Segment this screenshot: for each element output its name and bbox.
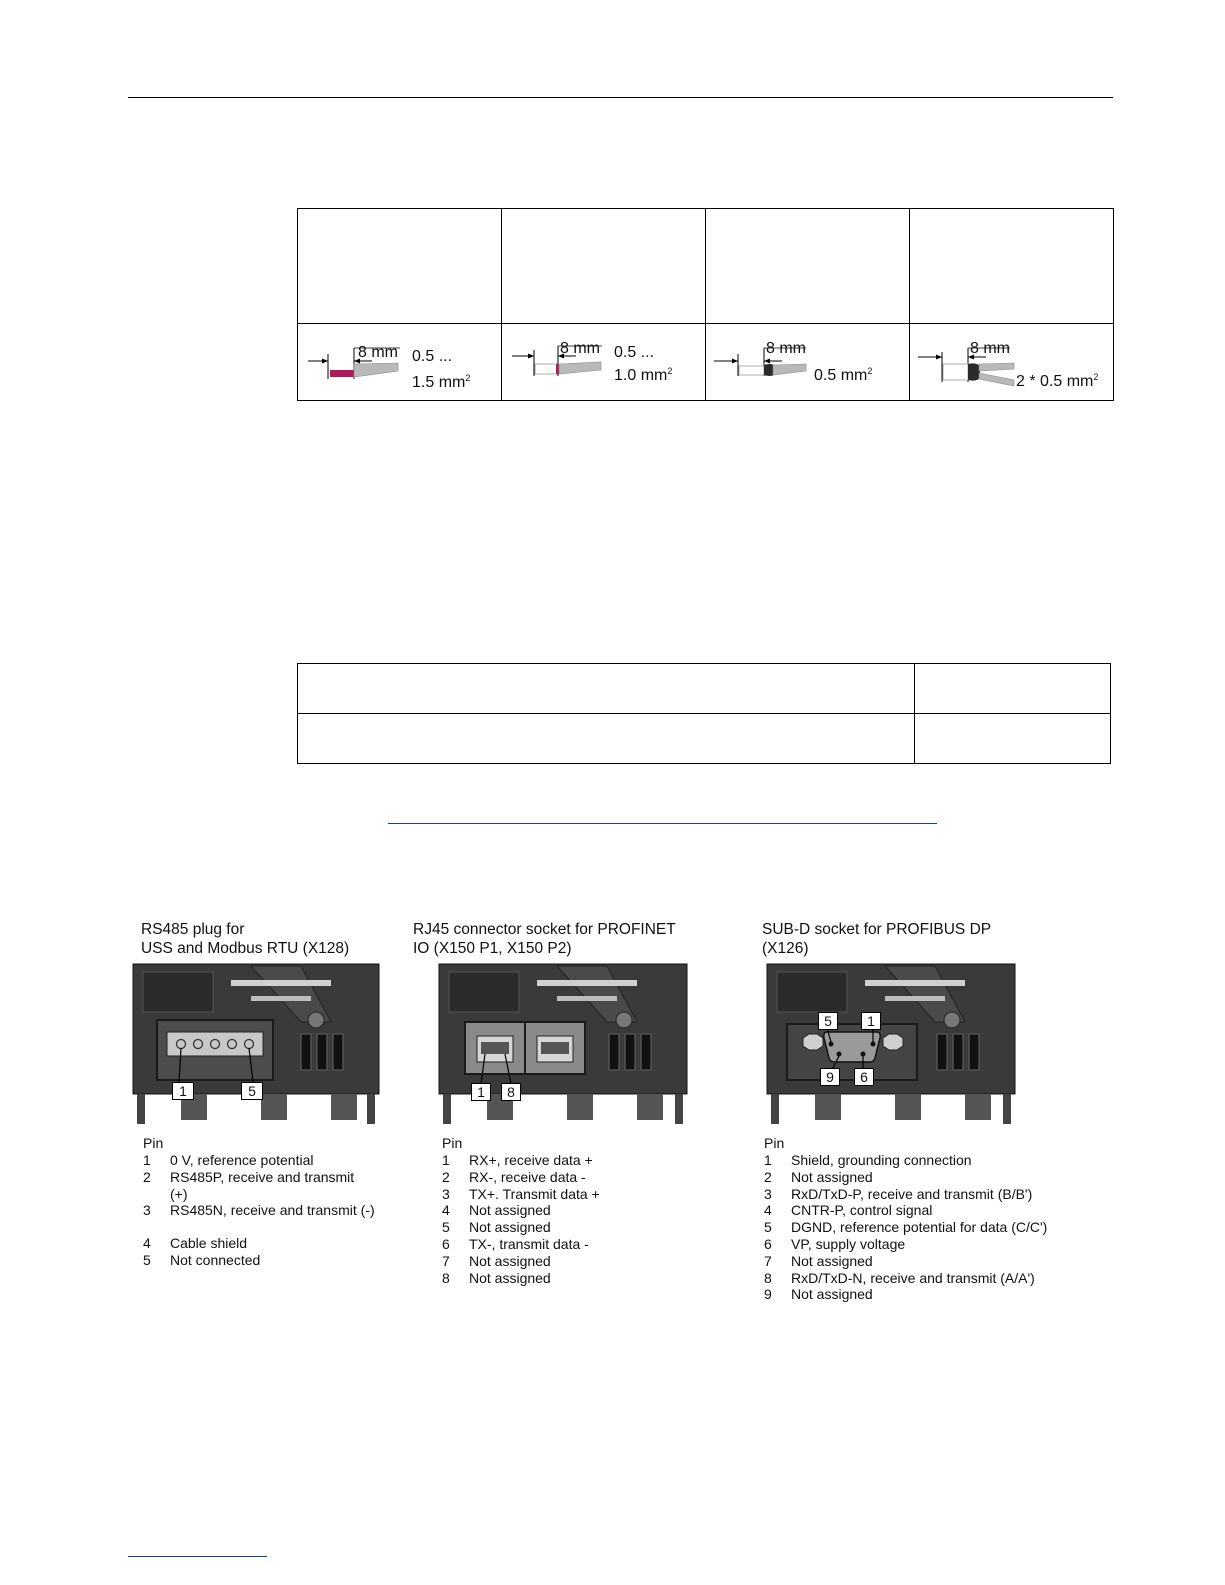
wire-insulated-icon xyxy=(706,324,909,400)
wire-table xyxy=(297,208,1114,401)
pin-row: 8 Not assigned xyxy=(442,1269,551,1286)
connector-title-rs485: RS485 plug for USS and Modbus RTU (X128) xyxy=(141,921,350,957)
cross-section-line2: 0.5 $mm^2$ xyxy=(814,366,873,384)
spec-cell xyxy=(915,664,1111,714)
pin-row: 2 Not assigned xyxy=(764,1168,873,1185)
header-rule xyxy=(128,97,1113,98)
pin-list-subd xyxy=(764,1135,1047,1303)
pin-row: 4 Cable shield xyxy=(143,1235,248,1252)
rj45-connector-image xyxy=(437,962,689,1132)
pin-row: 1 Shield, grounding connection xyxy=(764,1152,972,1168)
pin-row: 5 DGND, reference potential for data (C/C') xyxy=(764,1219,1048,1236)
callout-pin-1: 1 xyxy=(471,1083,491,1101)
pin-row: 8 RxD/TxD-N, receive and transmit (A/A') xyxy=(764,1269,1035,1286)
callout-pin-5: 5 xyxy=(241,1082,263,1100)
pin-row: 5 Not connected xyxy=(143,1251,261,1268)
wire-header-cell xyxy=(910,209,1114,324)
pin-row: 1 RX+, receive data + xyxy=(442,1152,593,1168)
callout-pin-1: 1 xyxy=(861,1012,881,1030)
pin-row: 3 TX+. Transmit data + xyxy=(442,1185,600,1202)
callout-pin-6: 6 xyxy=(854,1068,874,1086)
pin-row: 9 Not assigned xyxy=(764,1286,873,1303)
cross-section-line2: 2 * 0.5 $mm^2$ xyxy=(1016,372,1099,390)
pin-list-rs485 xyxy=(143,1135,375,1269)
pin-row: 3 RxD/TxD-P, receive and transmit (B/B') xyxy=(764,1185,1033,1202)
wire-cell-twin xyxy=(910,324,1114,401)
pin-header: Pin xyxy=(442,1135,463,1151)
subd-connector-image xyxy=(765,962,1017,1132)
pin-row: 7 Not assigned xyxy=(764,1252,873,1269)
wire-header-cell xyxy=(502,209,706,324)
cross-section-line1: 0.5 ... xyxy=(614,344,655,361)
strip-length: 8 mm xyxy=(766,340,806,357)
pin-row: 6 TX-, transmit data - xyxy=(442,1235,589,1252)
strip-length: 8 mm xyxy=(970,340,1010,357)
pin-header: Pin xyxy=(143,1135,164,1151)
cross-section-line2: 1.0 $mm^2$ xyxy=(614,366,673,384)
spec-cell xyxy=(298,714,915,764)
strip-length: 8 mm xyxy=(560,340,600,357)
strip-length: 8 mm xyxy=(358,344,398,361)
pin-row: 2 RS485P, receive and transmit xyxy=(143,1168,355,1185)
pin-row: 2 RX-, receive data - xyxy=(442,1168,586,1185)
pin-row: (+) xyxy=(170,1185,188,1202)
wire-cell-ferrule xyxy=(298,324,502,401)
connector-title-subd: SUB-D socket for PROFIBUS DP (X126) xyxy=(762,921,992,957)
pin-list-rj45 xyxy=(442,1135,600,1286)
pin-row: 3 RS485N, receive and transmit (-) xyxy=(143,1202,375,1219)
pin-row: 6 VP, supply voltage xyxy=(764,1235,906,1252)
spec-cell xyxy=(915,714,1111,764)
cross-section-line2: 1.5 $mm^2$ xyxy=(412,373,471,391)
wire-cell-ferrule-short xyxy=(502,324,706,401)
connector-title-rj45: RJ45 connector socket for PROFINET IO (X150 P1, X150 P2) xyxy=(413,921,676,957)
spec-table xyxy=(297,663,1111,764)
pin-header: Pin xyxy=(764,1135,785,1151)
wire-ferrule-short-icon xyxy=(502,324,705,400)
pin-row: 4 CNTR-P, control signal xyxy=(764,1202,933,1219)
footer-link-underline[interactable] xyxy=(128,1556,267,1557)
cross-section-line1: 0.5 ... xyxy=(412,348,453,365)
hyperlink-underline[interactable] xyxy=(388,823,937,824)
spec-cell xyxy=(298,664,915,714)
pin-row: 5 Not assigned xyxy=(442,1219,551,1236)
pin-row: 4 Not assigned xyxy=(442,1202,551,1219)
rs485-connector-image xyxy=(131,962,381,1132)
pin-row: 1 0 V, reference potential xyxy=(143,1152,314,1168)
callout-pin-8: 8 xyxy=(501,1083,521,1101)
wire-cell-insulated xyxy=(706,324,910,401)
callout-pin-9: 9 xyxy=(820,1068,840,1086)
wire-ferrule-icon xyxy=(298,324,501,400)
pin-row: 7 Not assigned xyxy=(442,1252,551,1269)
callout-pin-1: 1 xyxy=(172,1082,194,1100)
callout-pin-5: 5 xyxy=(818,1012,838,1030)
wire-header-cell xyxy=(706,209,910,324)
wire-header-cell xyxy=(298,209,502,324)
